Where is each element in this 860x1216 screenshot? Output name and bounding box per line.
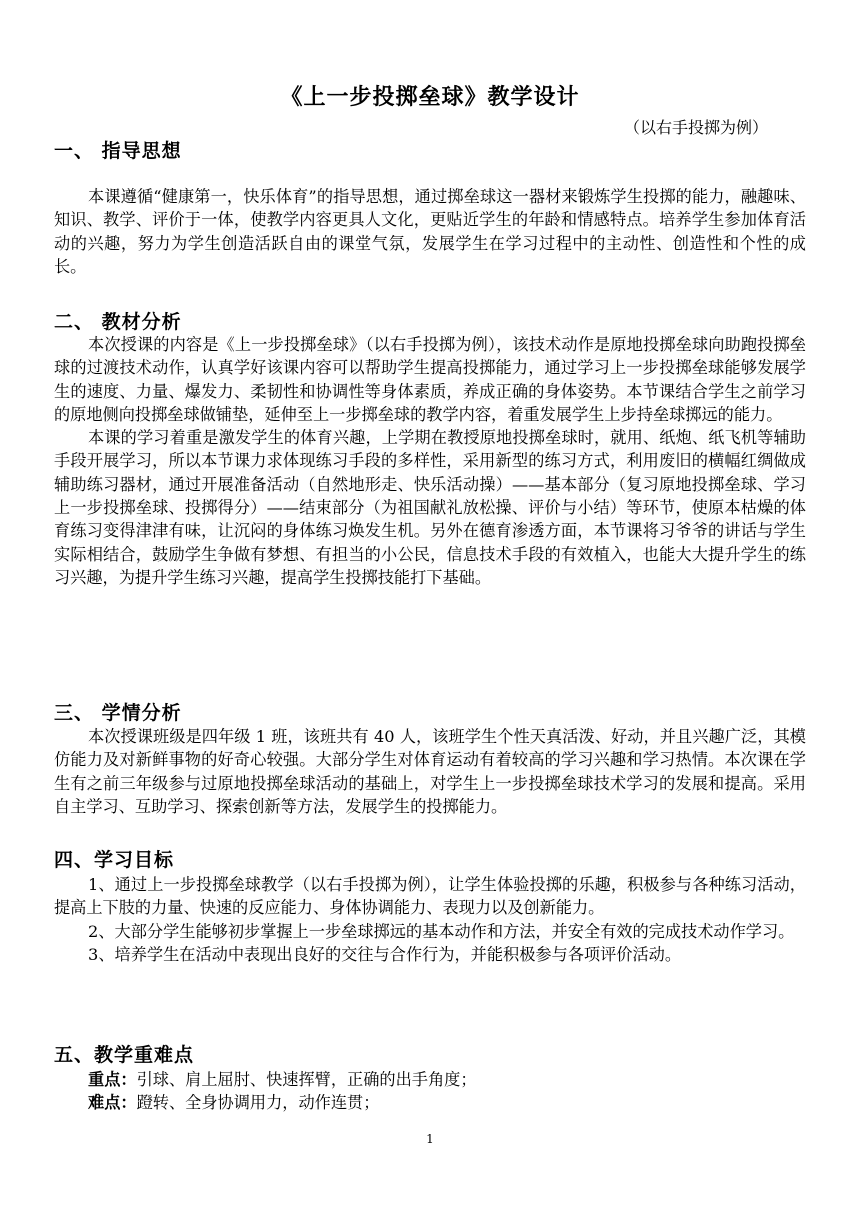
key-point-text: 引球、肩上屈肘、快速挥臂，正确的出手角度； [136,1070,477,1089]
difficulty-line [54,1091,806,1114]
difficulty-label: 难点： [88,1093,137,1113]
section-5-body [54,1068,806,1115]
document-subtitle: （以右手投掷为例） [623,118,768,137]
paragraph: 2、大部分学生能够初步掌握上一步垒球掷远的基本动作和方法，并安全有效的完成技术动作学习。 [88,921,795,941]
section-heading-4: 四、学习目标 [54,849,175,871]
paragraph: 1、通过上一步投掷垒球教学（以右手投掷为例），让学生体验投掷的乐趣，积极参与各种练习活动，提高上下肢的力量、快速的反应能力、身体协调能力、表现力以及创新能力。 [54,875,806,918]
paragraph: 本次授课的内容是《上一步投掷垒球》（以右手投掷为例），该技术动作是原地投掷垒球向助跑投掷垒球的过渡技术动作，认真学好该课内容可以帮助学生提高投掷能力，通过学习上一步投掷垒球能够发展学生的速度、力量、爆发力、柔韧性和协调性等身体素质，养成正确的身体姿势。本节课结合学生之前学习的原地侧向投掷垒球做铺垫，延伸至上一步掷垒球的教学内容，着重发展学生上步持垒球掷远的能力。 [54,335,806,424]
document-title: 《上一步投掷垒球》教学设计 [280,85,580,110]
paragraph: 本课遵循“健康第一，快乐体育”的指导思想，通过掷垒球这一器材来锻炼学生投掷的能力，融趣味、知识、教学、评价于一体，使教学内容更具人文化，更贴近学生的年龄和情感特点。培养学生参加体育活动的兴趣，努力为学生创造活跃自由的课堂气氛，发展学生在学习过程中的主动性、创造性和个性的成长。 [54,187,806,276]
section-heading-3: 三、 学情分析 [54,702,182,724]
section-2-body [54,333,806,589]
section-1-body [54,185,806,278]
paragraph: 本课的学习着重是激发学生的体育兴趣，上学期在教授原地投掷垒球时，就用、纸炮、纸飞机等辅助手段开展学习，所以本节课力求体现练习手段的多样性，采用新型的练习方式，利用废旧的横幅红绸做成辅助练习器材，通过开展准备活动（自然地形走、快乐活动操）——基本部分（复习原地投掷垒球、学习上一步投掷垒球、投掷得分）——结束部分（为祖国献礼放松操、评价与小结）等环节，使原本枯燥的体育练习变得津津有味，让沉闷的身体练习焕发生机。另外在德育渗透方面，本节课将习爷爷的讲话与学生实际相结合，鼓励学生争做有梦想、有担当的小公民，信息技术手段的有效植入，也能大大提升学生的练习兴趣，为提升学生练习兴趣，提高学生投掷技能打下基础。 [54,428,806,587]
section-heading-5: 五、教学重难点 [54,1044,195,1066]
difficulty-text: 蹬转、全身协调用力，动作连贯； [136,1093,380,1113]
key-point-label: 重点： [88,1070,137,1089]
page-number: 1 [426,1132,434,1146]
section-4-body [54,873,806,966]
section-heading-1: 一、 指导思想 [54,140,182,162]
section-3-body [54,725,806,818]
section-heading-2: 二、 教材分析 [54,311,182,333]
paragraph: 本次授课班级是四年级 1 班，该班共有 40 人，该班学生个性天真活泼、好动，并且兴趣广泛，其模仿能力及对新鲜事物的好奇心较强。大部分学生对体育运动有着较高的学习兴趣和学习热情。本次课在学生有之前三年级参与过原地投掷垒球活动的基础上，对学生上一步投掷垒球技术学习的发展和提高。采用自主学习、互助学习、探索创新等方法，发展学生的投掷能力。 [54,727,806,816]
key-point-line [54,1068,806,1091]
paragraph: 3、培养学生在活动中表现出良好的交往与合作行为，并能积极参与各项评价活动。 [88,944,682,964]
